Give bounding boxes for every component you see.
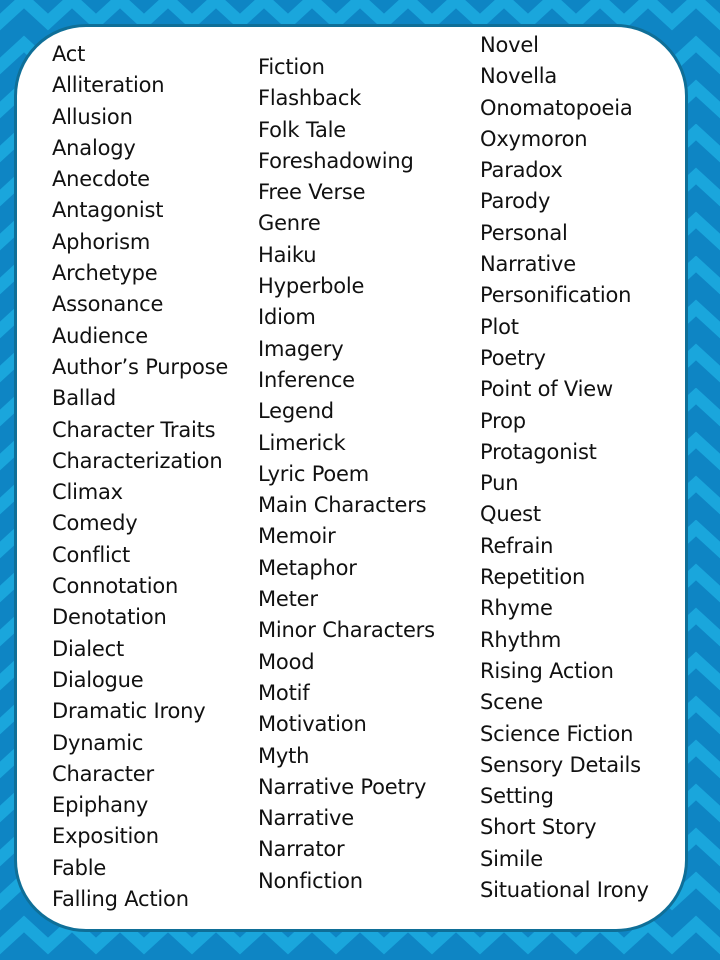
glossary-term: Plot [480,314,519,339]
glossary-term: Character [52,761,154,786]
glossary-term: Free Verse [258,180,366,205]
glossary-term: Rhythm [480,627,562,652]
glossary-term: Oxymoron [480,126,588,151]
glossary-term: Aphorism [52,229,151,254]
glossary-term: Scene [480,690,544,715]
glossary-term: Quest [480,502,541,527]
glossary-term: Memoir [258,524,336,549]
glossary-term: Motif [258,680,310,705]
glossary-term: Foreshadowing [258,148,414,173]
glossary-term: Meter [258,587,318,612]
glossary-term: Denotation [52,605,167,630]
glossary-term: Metaphor [258,555,357,580]
glossary-term: Dialogue [52,667,144,692]
glossary-term: Alliteration [52,73,165,98]
glossary-term: Rhyme [480,596,553,621]
glossary-term: Personal [480,220,568,245]
glossary-term: Allusion [52,104,133,129]
glossary-term: Poetry [480,345,546,370]
glossary-term: Hyperbole [258,274,365,299]
glossary-term: Repetition [480,565,586,590]
glossary-term: Narrative [480,252,576,277]
glossary-term: Main Characters [258,493,427,518]
glossary-term: Exposition [52,824,159,849]
glossary-term: Simile [480,846,544,871]
glossary-term: Narrative [258,806,354,831]
glossary-term: Nonfiction [258,868,363,893]
glossary-term: Narrator [258,837,345,862]
glossary-term: Dialect [52,636,125,661]
glossary-term: Analogy [52,135,136,160]
glossary-term: Onomatopoeia [480,95,633,120]
glossary-term: Setting [480,784,554,809]
glossary-term: Minor Characters [258,618,435,643]
glossary-column-1 [52,39,228,915]
glossary-term: Characterization [52,448,223,473]
glossary-term: Situational Irony [480,878,649,903]
glossary-term: Fiction [258,55,325,79]
glossary-term: Motivation [258,712,367,737]
glossary-term: Assonance [52,292,164,317]
glossary-term: Audience [52,323,148,348]
glossary-term: Refrain [480,533,554,558]
glossary-term: Comedy [52,511,138,536]
glossary-term: Sensory Details [480,752,641,777]
glossary-term: Paradox [480,158,563,183]
glossary-term: Imagery [258,336,344,361]
glossary-term: Archetype [52,261,158,286]
glossary-term: Conflict [52,542,131,567]
glossary-term: Narrative Poetry [258,774,427,799]
glossary-term: Protagonist [480,439,597,464]
glossary-term: Connotation [52,574,179,599]
glossary-term: Limerick [258,430,346,455]
glossary-term: Genre [258,211,321,236]
glossary-term: Point of View [480,377,613,402]
glossary-term: Lyric Poem [258,461,370,486]
glossary-term: Rising Action [480,658,614,683]
glossary-term: Myth [258,743,310,768]
glossary-term: Flashback [258,86,362,111]
glossary-term: Inference [258,367,355,392]
glossary-term: Science Fiction [480,721,634,746]
glossary-term: Author’s Purpose [52,354,229,379]
glossary-column-2 [258,52,435,897]
glossary-term: Anecdote [52,167,150,192]
glossary-term: Folk Tale [258,117,347,142]
glossary-term: Climax [52,480,123,505]
glossary-term: Fable [52,855,107,880]
glossary-term: Prop [480,408,526,433]
glossary-term: Epiphany [52,793,149,818]
glossary-term: Short Story [480,815,597,840]
glossary-term: Personification [480,283,632,308]
glossary-term: Idiom [258,305,316,330]
glossary-term: Novella [480,64,558,89]
glossary-term: Antagonist [52,198,164,223]
glossary-term: Mood [258,649,315,674]
glossary-term: Character Traits [52,417,216,442]
glossary-term: Novel [480,33,539,57]
glossary-term: Haiku [258,242,317,267]
glossary-term: Act [52,42,86,66]
glossary-term: Parody [480,189,551,214]
glossary-term: Ballad [52,386,116,411]
glossary-term: Pun [480,471,519,496]
glossary-term: Legend [258,399,334,424]
glossary-term: Dynamic [52,730,144,755]
glossary-term: Dramatic Irony [52,699,206,724]
glossary-term: Falling Action [52,887,189,912]
glossary-column-3 [480,30,649,906]
